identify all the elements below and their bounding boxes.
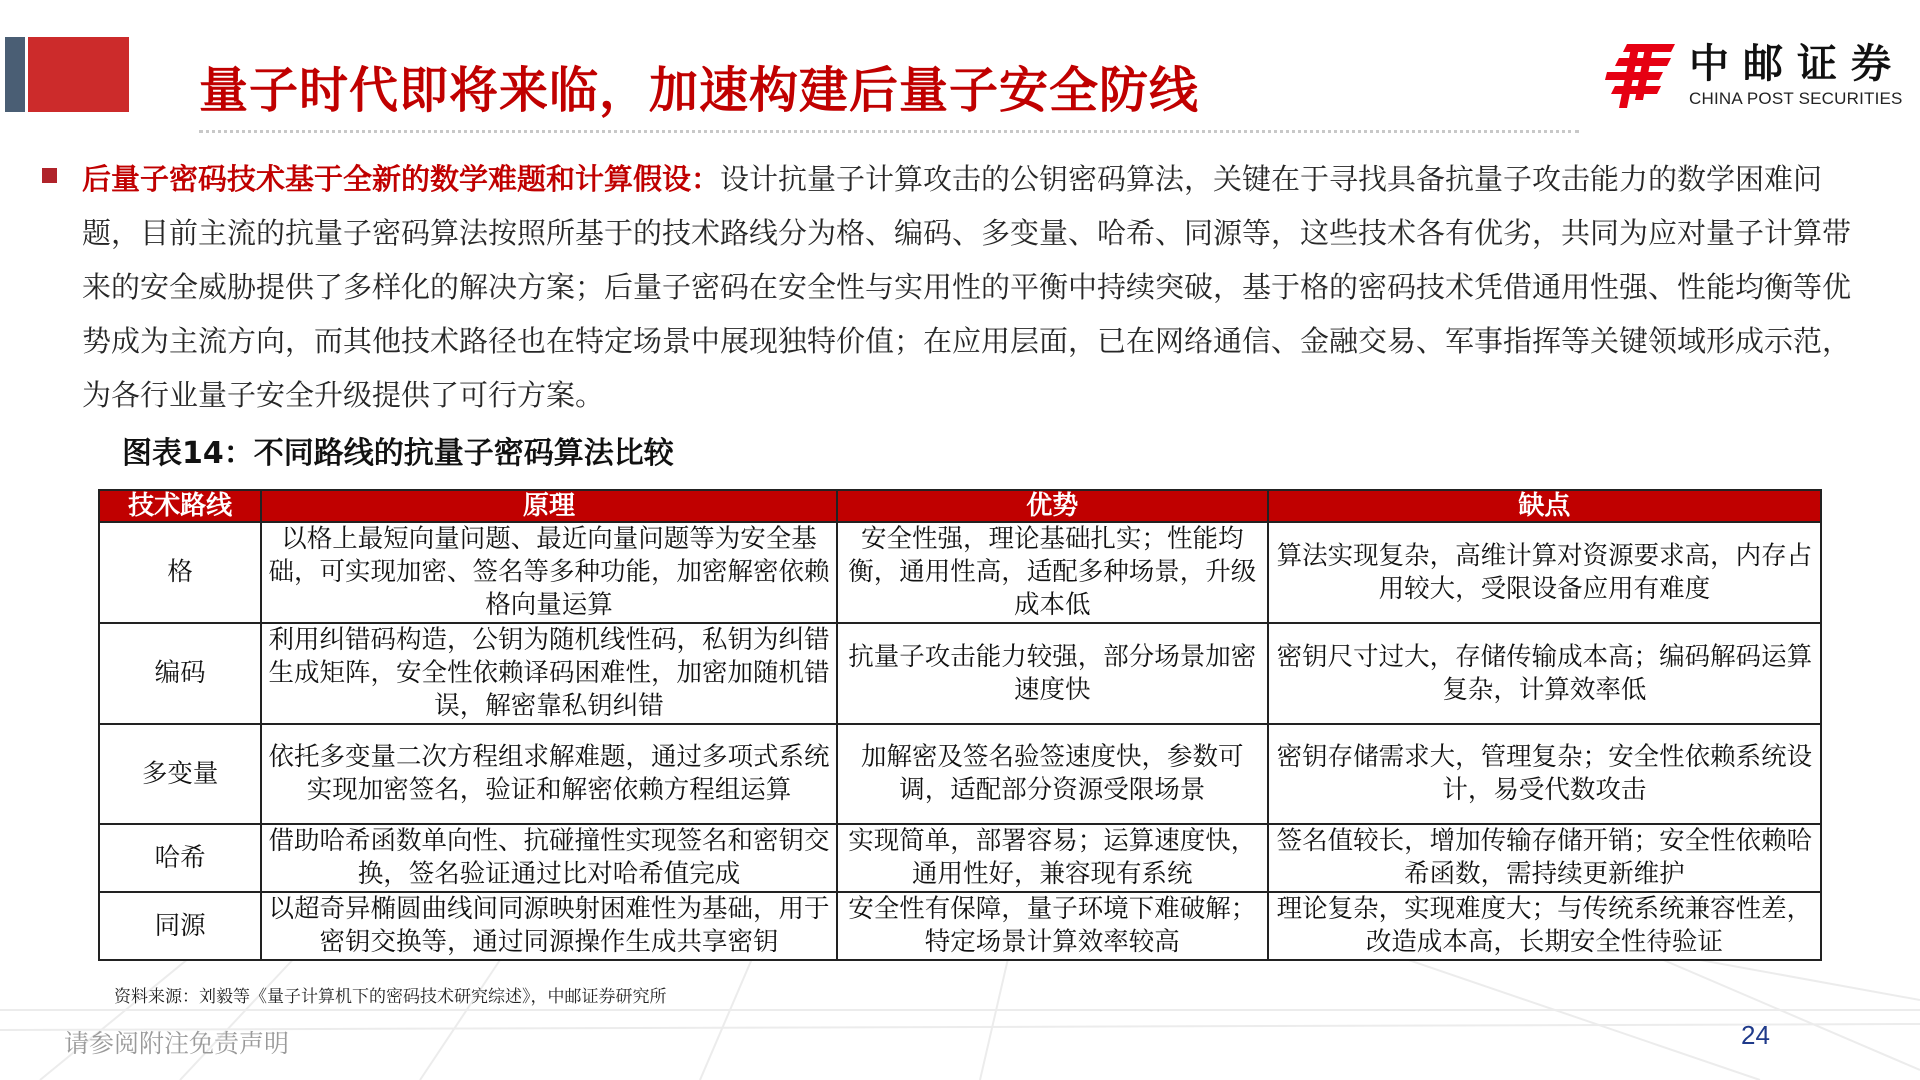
paragraph-lead: 后量子密码技术基于全新的数学难题和计算假设： — [82, 162, 721, 196]
accent-bar-blue — [5, 37, 25, 112]
table-row — [99, 824, 1821, 892]
header-disadvantage: 缺点 — [1268, 490, 1821, 522]
title-divider — [199, 130, 1579, 133]
cell-advantage: 安全性有保障，量子环境下难破解；特定场景计算效率较高 — [837, 892, 1268, 960]
company-logo — [1605, 41, 1905, 108]
header-advantage: 优势 — [837, 490, 1268, 522]
cell-disadvantage: 理论复杂，实现难度大；与传统系统兼容性差，改造成本高，长期安全性待验证 — [1268, 892, 1821, 960]
figure-title: 图表14：不同路线的抗量子密码算法比较 — [122, 436, 674, 471]
table-row — [99, 724, 1821, 824]
cell-route: 哈希 — [99, 824, 261, 892]
comparison-table — [98, 489, 1822, 961]
logo-english-name: CHINA POST SECURITIES — [1689, 89, 1903, 108]
table-row — [99, 522, 1821, 623]
cell-advantage: 抗量子攻击能力较强，部分场景加密速度快 — [837, 623, 1268, 724]
bullet-square-icon — [42, 168, 57, 183]
paragraph-text: 设计抗量子计算攻击的公钥密码算法，关键在于寻找具备抗量子攻击能力的数学困难问题，目前主流的抗量子密码算法按照所基于的技术路线分为格、编码、多变量、哈希、同源等，这些技术各有优劣，共同为应对量子计算带来的安全威胁提供了多样化的解决方案；后量子密码在安全性与实用性的平衡中持续突破，基于格的密码技术凭借通用性强、性能均衡等优势成为主流方向，而其他技术路径也在特定场景中展现独特价值；在应用层面，已在网络通信、金融交易、军事指挥等关键领域形成示范，为各行业量子安全升级提供了可行方案。 — [82, 162, 1852, 412]
accent-block-red — [28, 37, 129, 112]
page-number: 24 — [1741, 1020, 1770, 1050]
cell-disadvantage: 密钥存储需求大，管理复杂；安全性依赖系统设计，易受代数攻击 — [1268, 724, 1821, 824]
page-title: 量子时代即将来临，加速构建后量子安全防线 — [199, 62, 1200, 119]
cell-principle: 以格上最短向量问题、最近向量问题等为安全基础，可实现加密、签名等多种功能，加密解密依赖格向量运算 — [261, 522, 836, 623]
cell-principle: 以超奇异椭圆曲线间同源映射困难性为基础，用于密钥交换等，通过同源操作生成共享密钥 — [261, 892, 836, 960]
figure-source: 资料来源：刘毅等《量子计算机下的密码技术研究综述》，中邮证券研究所 — [114, 987, 667, 1007]
cell-route: 多变量 — [99, 724, 261, 824]
cell-principle: 依托多变量二次方程组求解难题，通过多项式系统实现加密签名，验证和解密依赖方程组运算 — [261, 724, 836, 824]
cell-disadvantage: 密钥尺寸过大，存储传输成本高；编码解码运算复杂，计算效率低 — [1268, 623, 1821, 724]
table-header-row — [99, 490, 1821, 522]
cell-advantage: 加解密及签名验签速度快，参数可调，适配部分资源受限场景 — [837, 724, 1268, 824]
cell-advantage: 实现简单，部署容易；运算速度快，通用性好，兼容现有系统 — [837, 824, 1268, 892]
cell-principle: 借助哈希函数单向性、抗碰撞性实现签名和密钥交换，签名验证通过比对哈希值完成 — [261, 824, 836, 892]
cell-disadvantage: 算法实现复杂，高维计算对资源要求高，内存占用较大，受限设备应用有难度 — [1268, 522, 1821, 623]
cell-route: 同源 — [99, 892, 261, 960]
table-row — [99, 623, 1821, 724]
header-route: 技术路线 — [99, 490, 261, 522]
cell-principle: 利用纠错码构造，公钥为随机线性码，私钥为纠错生成矩阵，安全性依赖译码困难性，加密加随机错误，解密靠私钥纠错 — [261, 623, 836, 724]
cell-disadvantage: 签名值较长，增加传输存储开销；安全性依赖哈希函数，需持续更新维护 — [1268, 824, 1821, 892]
logo-chinese-name: 中邮证券 — [1689, 41, 1905, 87]
cell-route: 格 — [99, 522, 261, 623]
header-principle: 原理 — [261, 490, 836, 522]
disclaimer-link: 请参阅附注免责声明 — [64, 1029, 290, 1058]
cell-route: 编码 — [99, 623, 261, 724]
body-paragraph — [82, 152, 1852, 422]
table-row — [99, 892, 1821, 960]
china-post-logo-icon — [1605, 42, 1675, 108]
cell-advantage: 安全性强，理论基础扎实；性能均衡，通用性高，适配多种场景，升级成本低 — [837, 522, 1268, 623]
